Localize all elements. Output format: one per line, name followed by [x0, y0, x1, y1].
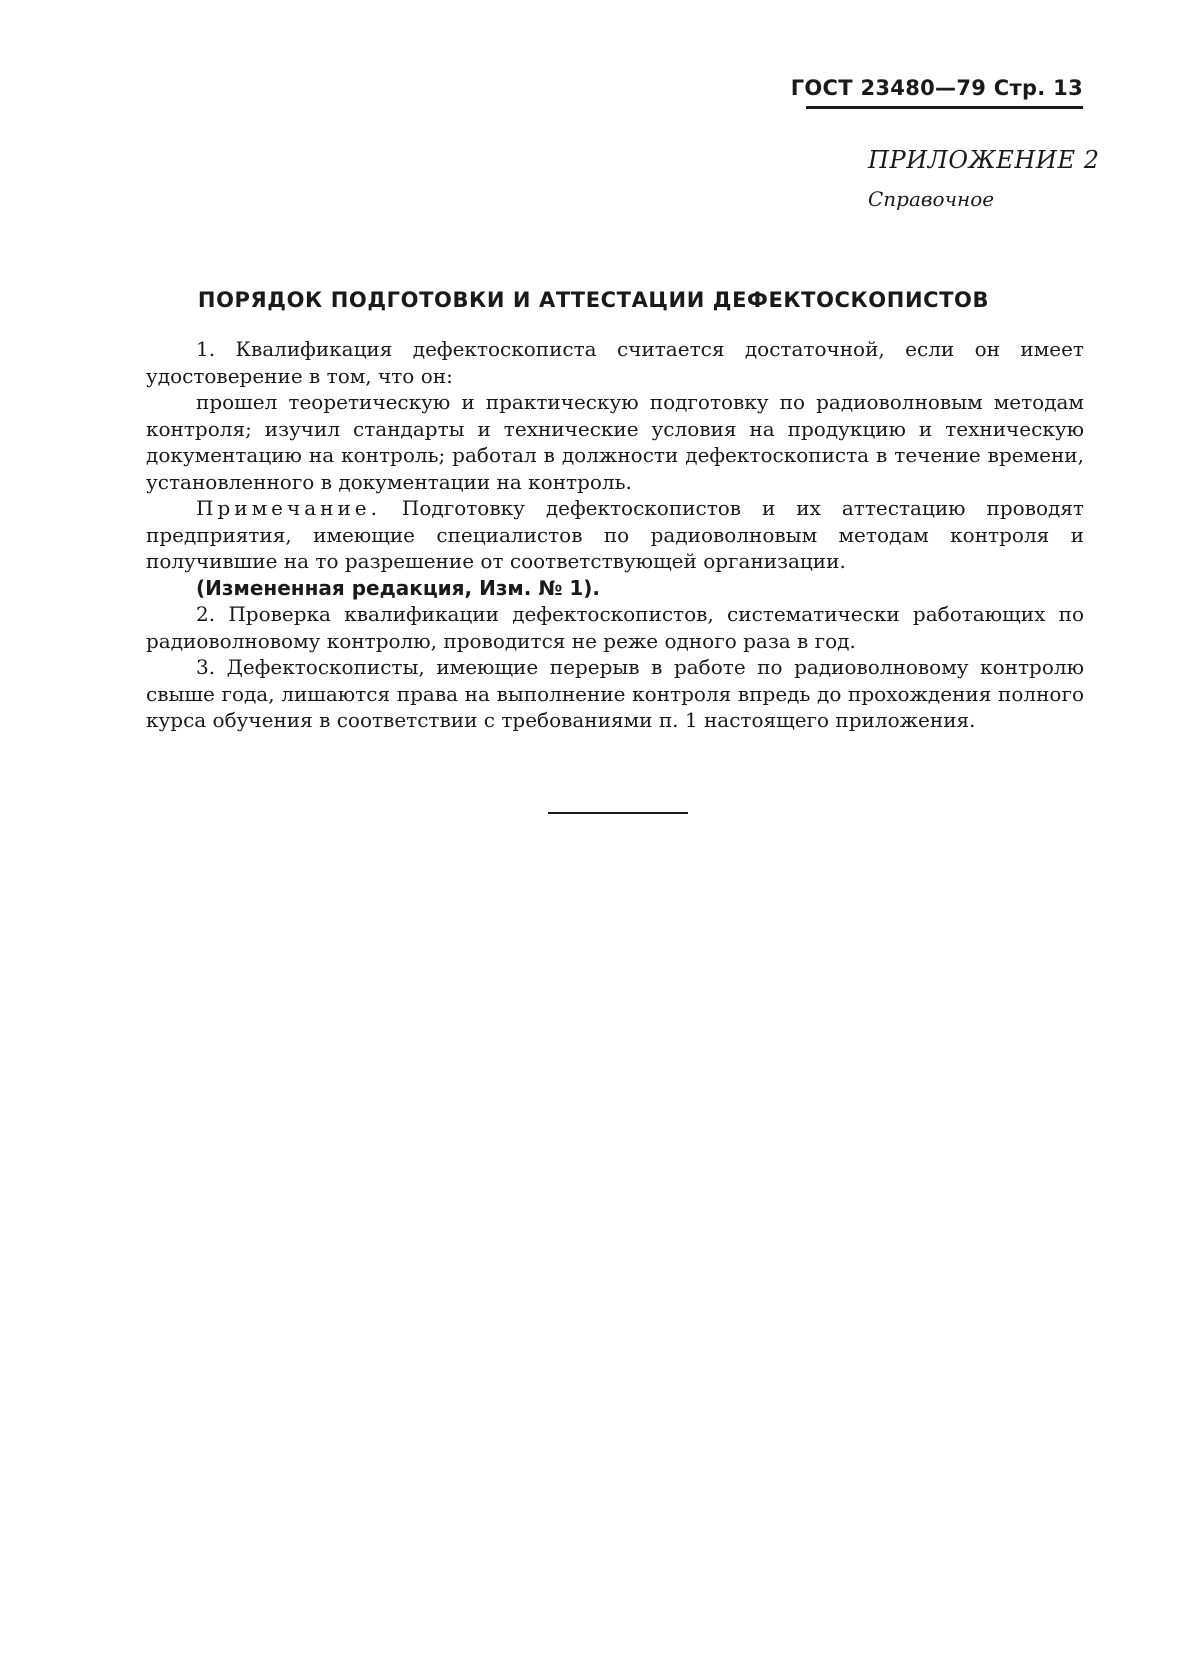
- note-paragraph: [146, 495, 1084, 575]
- amendment-text: (Измененная редакция, Изм. № 1).: [196, 575, 601, 600]
- note-label: Примечание.: [196, 496, 381, 520]
- note-text: Подготовку дефектоскопистов и их аттестацию проводят предприятия, имеющие специалистов по радиоволновым методам контроля и получившие на то разрешение от соответствующей организации.: [146, 496, 1084, 573]
- document-body: [146, 336, 1084, 734]
- paragraph-1: 1. Квалификация дефектоскописта считается достаточной, если он имеет удостоверение в том, что он:: [146, 337, 1084, 388]
- appendix-subtitle: Справочное: [868, 187, 995, 211]
- page-header: ГОСТ 23480—79 Стр. 13: [790, 76, 1083, 100]
- paragraph-2: прошел теоретическую и практическую подготовку по радиоволновым методам контроля; изучил стандарты и технические условия на продукцию и техническую документацию на контроль; работал в должности дефектоскописта в течение времени, установленного в документации на контроль.: [146, 390, 1084, 494]
- amendment-note: [146, 575, 1084, 602]
- appendix-title: ПРИЛОЖЕНИЕ 2: [868, 146, 1100, 174]
- paragraph-3: 2. Проверка квалификации дефектоскопистов, систематически работающих по радиоволновому контролю, проводится не реже одного раза в год.: [146, 602, 1084, 653]
- paragraph-4: 3. Дефектоскописты, имеющие перерыв в работе по радиоволновому контролю свыше года, лишаются права на выполнение контроля впредь до прохождения полного курса обучения в соответствии с требованиями п. 1 настоящего приложения.: [146, 655, 1084, 732]
- document-title: ПОРЯДОК ПОДГОТОВКИ И АТТЕСТАЦИИ ДЕФЕКТОСКОПИСТОВ: [197, 288, 990, 312]
- end-rule: [548, 812, 688, 814]
- header-rule: [806, 106, 1083, 109]
